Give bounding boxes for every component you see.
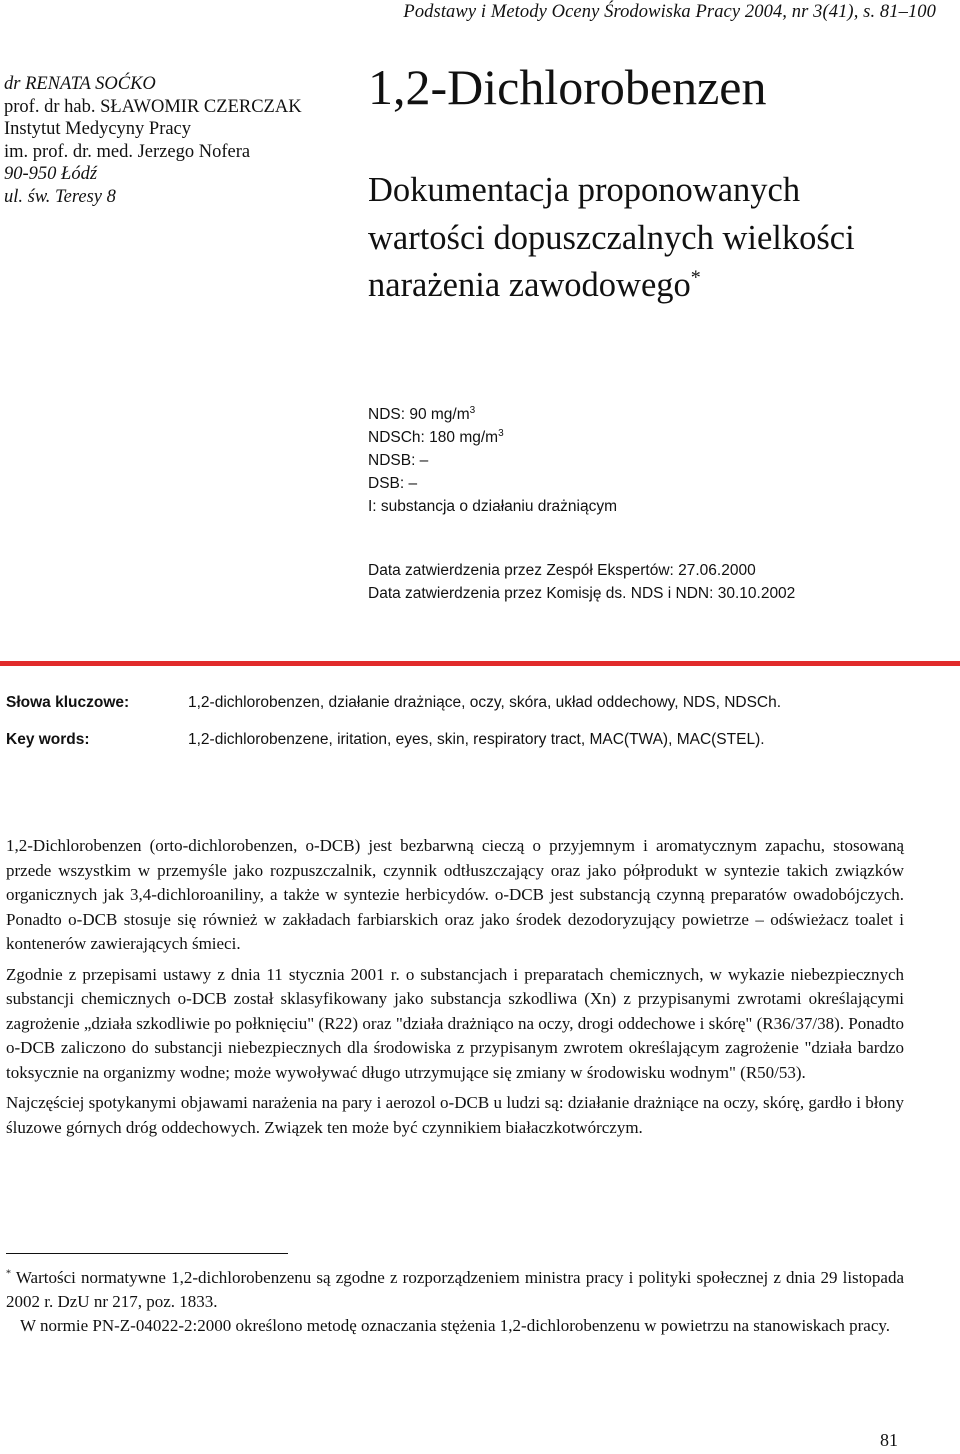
subtitle-line-3 <box>368 262 855 310</box>
ndsch-value <box>368 426 617 449</box>
ndsch-unit-exponent: 3 <box>498 427 504 439</box>
author-block <box>4 73 302 208</box>
footnote-2: W normie PN-Z-04022-2:2000 określono metodę oznaczania stężenia 1,2-dichlorobenzenu w powietrzu na stanowiskach pracy. <box>20 1316 891 1335</box>
affiliation-street: ul. św. Teresy 8 <box>4 186 116 207</box>
footnote-1 <box>6 1266 904 1314</box>
author-1: dr RENATA SOĆKO <box>4 74 156 94</box>
paragraph-3: Najczęściej spotykanymi objawami narażenia na pary i aerozol o-DCB u ludzi są: działanie drażniące na oczy, skórę, gardło i błony śluzowe górnych dróg oddechowych. Związek ten może być czynnikiem białaczkotwórczym. <box>6 1093 904 1137</box>
ndsb-value: NDSB: – <box>368 452 429 469</box>
keywords-en-label: Key words: <box>6 731 90 748</box>
approval-commission: Data zatwierdzenia przez Komisję ds. NDS i NDN: 30.10.2002 <box>368 585 796 602</box>
abstract-body <box>6 834 904 1146</box>
author-2: prof. dr hab. SŁAWOMIR CZERCZAK <box>4 96 302 117</box>
subtitle-line-3-text: narażenia zawodowego <box>368 266 691 304</box>
paragraph-1: 1,2-Dichlorobenzen (orto-dichlorobenzen, o-DCB) jest bezbarwną cieczą o przyjemnym i aromatycznym zapachu, stosowaną przede wszystkim w przemyśle jako rozpuszczalnik, czynnik odtłuszczający oraz jako półprodukt w syntezie takich związków organicznych jak 3,4-dichloroaniliny, a także w syntezie herbicydów. o-DCB jest substancją czynną preparatów owadobójczych. Ponadto o-DCB stosuje się również w zakładach farbiarskich oraz jako środek dezodoryzujący powietrze – odświeżacz toalet i kontenerów zawierających śmieci. <box>6 836 904 953</box>
footnote-divider <box>6 1253 288 1254</box>
dsb-value: DSB: – <box>368 475 418 492</box>
subtitle-line-2: wartości dopuszczalnych wielkości <box>368 218 855 257</box>
keywords-en-value: 1,2-dichlorobenzene, iritation, eyes, skin, respiratory tract, MAC(TWA), MAC(STEL). <box>188 731 765 748</box>
approval-dates <box>368 559 795 605</box>
keywords-pl-value: 1,2-dichlorobenzen, działanie drażniące, oczy, skóra, układ oddechowy, NDS, NDSCh. <box>188 694 782 711</box>
nds-value <box>368 403 617 426</box>
nds-text: NDS: 90 mg/m <box>368 406 470 423</box>
page-number: 81 <box>880 1430 898 1450</box>
affiliation-institute: Instytut Medycyny Pracy <box>4 119 192 139</box>
ndsch-text: NDSCh: 180 mg/m <box>368 429 499 446</box>
keywords-pl-label: Słowa kluczowe: <box>6 694 130 711</box>
approval-experts: Data zatwierdzenia przez Zespół Ekspertów: 27.06.2000 <box>368 562 756 579</box>
exposure-limits <box>368 403 617 518</box>
footnote-1-marker: * <box>6 1268 11 1280</box>
journal-header: Podstawy i Metody Oceny Środowiska Pracy 2004, nr 3(41), s. 81–100 <box>403 2 936 22</box>
nds-unit-exponent: 3 <box>469 404 476 416</box>
irritant-note: I: substancja o działaniu drażniącym <box>368 498 617 515</box>
footnote-marker: * <box>690 266 701 289</box>
paragraph-2: Zgodnie z przepisami ustawy z dnia 11 stycznia 2001 r. o substancjach i preparatach chemicznych, w wykazie niebezpiecznych substancji chemicznych o-DCB został sklasyfikowany jako substancja szkodliwa (Xn) z przypisanymi zwrotami określającymi zagrożenie „działa szkodliwie po połknięciu" (R22) oraz "działa drażniąco na oczy, drogi oddechowe i skórę" (R36/37/38). Ponadto o-DCB zaliczono do substancji niebezpiecznych dla środowiska z przypisanym zwrotem określającym zagrożenie "działa bardzo toksycznie na organizmy wodne; może wywoływać długo utrzymujące się zmiany w środowisku wodnym" (R50/53). <box>6 964 904 1082</box>
section-divider <box>0 661 960 666</box>
footnotes <box>6 1266 904 1338</box>
affiliation-name: im. prof. dr. med. Jerzego Nofera <box>4 141 251 162</box>
document-subtitle <box>368 167 855 310</box>
affiliation-postcode: 90-950 Łódź <box>4 164 98 184</box>
footnote-1-text: Wartości normatywne 1,2-dichlorobenzenu są zgodne z rozporządzeniem ministra pracy i polityki społecznej z dnia 29 listopada 2002 r. DzU nr 217, poz. 1833. <box>6 1268 904 1311</box>
document-title: 1,2-Dichlorobenzen <box>368 59 767 115</box>
subtitle-line-1: Dokumentacja proponowanych <box>368 171 801 209</box>
